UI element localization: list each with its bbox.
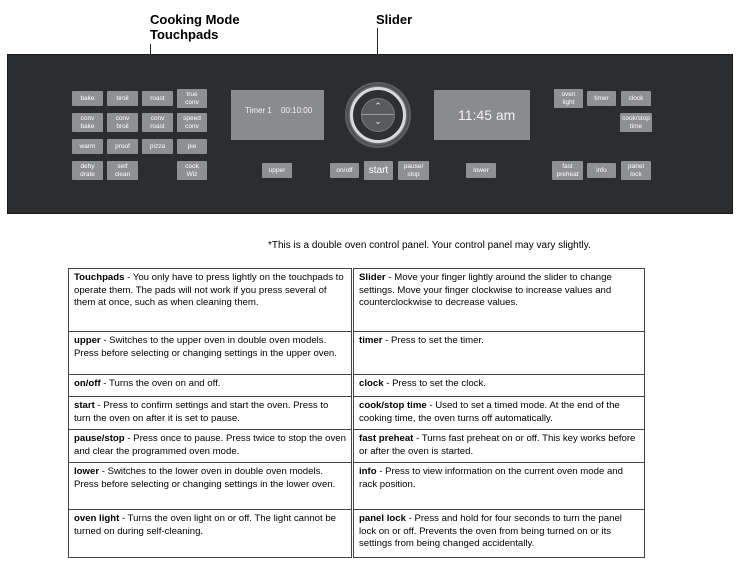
roast-button[interactable]: roast	[142, 91, 173, 106]
panel-lock-button[interactable]: panel lock	[621, 161, 651, 180]
description: - Press once to pause. Press twice to stop the oven and clear the programmed oven mode.	[74, 433, 346, 457]
touchpad-description-table	[68, 268, 645, 558]
term: lower	[74, 466, 100, 477]
table-cell	[353, 397, 645, 430]
description: - Turns the oven light on or off. The light cannot be turned on during self-cleaning.	[74, 513, 337, 537]
timer-display-label: Timer 1	[245, 106, 272, 115]
table-cell	[353, 430, 645, 463]
pie-button[interactable]: pie	[177, 139, 207, 154]
on-off-button[interactable]: on/off	[330, 163, 359, 178]
start-button[interactable]: start	[364, 161, 393, 180]
table-cell	[353, 375, 645, 397]
speed-conv-button[interactable]: speed conv	[177, 113, 207, 132]
description: - Turns the oven on and off.	[100, 378, 221, 389]
term: cook/stop time	[359, 400, 427, 411]
term: pause/stop	[74, 433, 125, 444]
chevron-down-icon[interactable]: ⌄	[374, 116, 382, 126]
footnote: *This is a double oven control panel. Your control panel may vary slightly.	[268, 240, 591, 251]
cook-stop-time-button[interactable]: cook/stop time	[620, 113, 652, 132]
term: Touchpads	[74, 272, 125, 283]
term: fast preheat	[359, 433, 414, 444]
table-cell	[69, 510, 353, 558]
table-cell	[353, 269, 645, 332]
cook-wiz-button[interactable]: cook Wiz	[177, 161, 207, 180]
dehydrate-button[interactable]: dehy drate	[72, 161, 103, 180]
table-cell	[69, 463, 353, 510]
conv-bake-button[interactable]: conv bake	[72, 113, 103, 132]
table-cell	[353, 332, 645, 375]
term: clock	[359, 378, 384, 389]
table-cell	[69, 332, 353, 375]
table-row	[69, 397, 645, 430]
description: - Press to view information on the current oven mode and rack position.	[359, 466, 623, 490]
slider-divider	[362, 114, 394, 115]
fast-preheat-button[interactable]: fast preheat	[552, 161, 583, 180]
table-cell	[353, 463, 645, 510]
clock-button[interactable]: clock	[621, 91, 651, 106]
description: - Move your finger lightly around the slider to change settings. Move your finger clockwise to increase values and counterclockwise to decrease values.	[359, 272, 612, 308]
upper-button[interactable]: upper	[262, 163, 292, 178]
oven-light-button[interactable]: oven light	[554, 89, 583, 108]
proof-button[interactable]: proof	[107, 139, 138, 154]
table-row	[69, 375, 645, 397]
term: on/off	[74, 378, 101, 389]
info-button[interactable]: info	[587, 163, 616, 178]
table-cell	[353, 510, 645, 558]
timer-display	[231, 90, 324, 140]
term: oven light	[74, 513, 120, 524]
description: - Switches to the upper oven in double oven models. Press before selecting or changing settings in the upper oven.	[74, 335, 337, 359]
self-clean-button[interactable]: self clean	[107, 161, 138, 180]
true-conv-button[interactable]: true conv	[177, 89, 207, 108]
chevron-up-icon[interactable]: ⌃	[374, 101, 382, 111]
table-row	[69, 332, 645, 375]
table-cell	[69, 375, 353, 397]
table-cell	[69, 397, 353, 430]
clock-display	[434, 90, 530, 140]
bake-button[interactable]: bake	[72, 91, 103, 106]
description: - You only have to press lightly on the touchpads to operate them. The pads will not work if you press several of them at once, such as when cleaning them.	[74, 272, 344, 308]
description: - Press to set the clock.	[383, 378, 486, 389]
slider-callout: Slider	[376, 12, 413, 27]
cooking-mode-callout: Cooking Mode Touchpads	[150, 12, 240, 42]
conv-roast-button[interactable]: conv roast	[142, 113, 173, 132]
table-row	[69, 463, 645, 510]
table-row	[69, 430, 645, 463]
term: upper	[74, 335, 101, 346]
description: - Turns fast preheat on or off. This key works before or after the oven is started.	[359, 433, 636, 457]
term: timer	[359, 335, 383, 346]
description: - Used to set a timed mode. At the end of the cooking time, the oven turns off automatically.	[359, 400, 620, 424]
lower-button[interactable]: lower	[466, 163, 496, 178]
broil-button[interactable]: broil	[107, 91, 138, 106]
term: panel lock	[359, 513, 406, 524]
timer-display-value: 00:10:00	[281, 106, 313, 115]
description: - Press to confirm settings and start the oven. Press to turn the oven on after it is set to pause.	[74, 400, 329, 424]
description: - Switches to the lower oven in double oven models. Press before selecting or changing settings in the lower oven.	[74, 466, 336, 490]
warm-button[interactable]: warm	[72, 139, 103, 154]
table-row	[69, 269, 645, 332]
clock-display-value: 11:45 am	[458, 107, 516, 123]
table-cell	[69, 430, 353, 463]
description: - Press and hold for four seconds to turn the panel lock on or off. Prevents the oven from being turned on or its settings from being changed accidentally.	[359, 513, 622, 549]
pause-stop-button[interactable]: pause/ stop	[398, 161, 429, 180]
description: - Press to set the timer.	[382, 335, 484, 346]
conv-broil-button[interactable]: conv broil	[107, 113, 138, 132]
table-row	[69, 510, 645, 558]
table-cell	[69, 269, 353, 332]
term: info	[359, 466, 377, 477]
timer-button[interactable]: timer	[587, 91, 616, 106]
pizza-button[interactable]: pizza	[142, 139, 173, 154]
term: start	[74, 400, 95, 411]
term: Slider	[359, 272, 386, 283]
